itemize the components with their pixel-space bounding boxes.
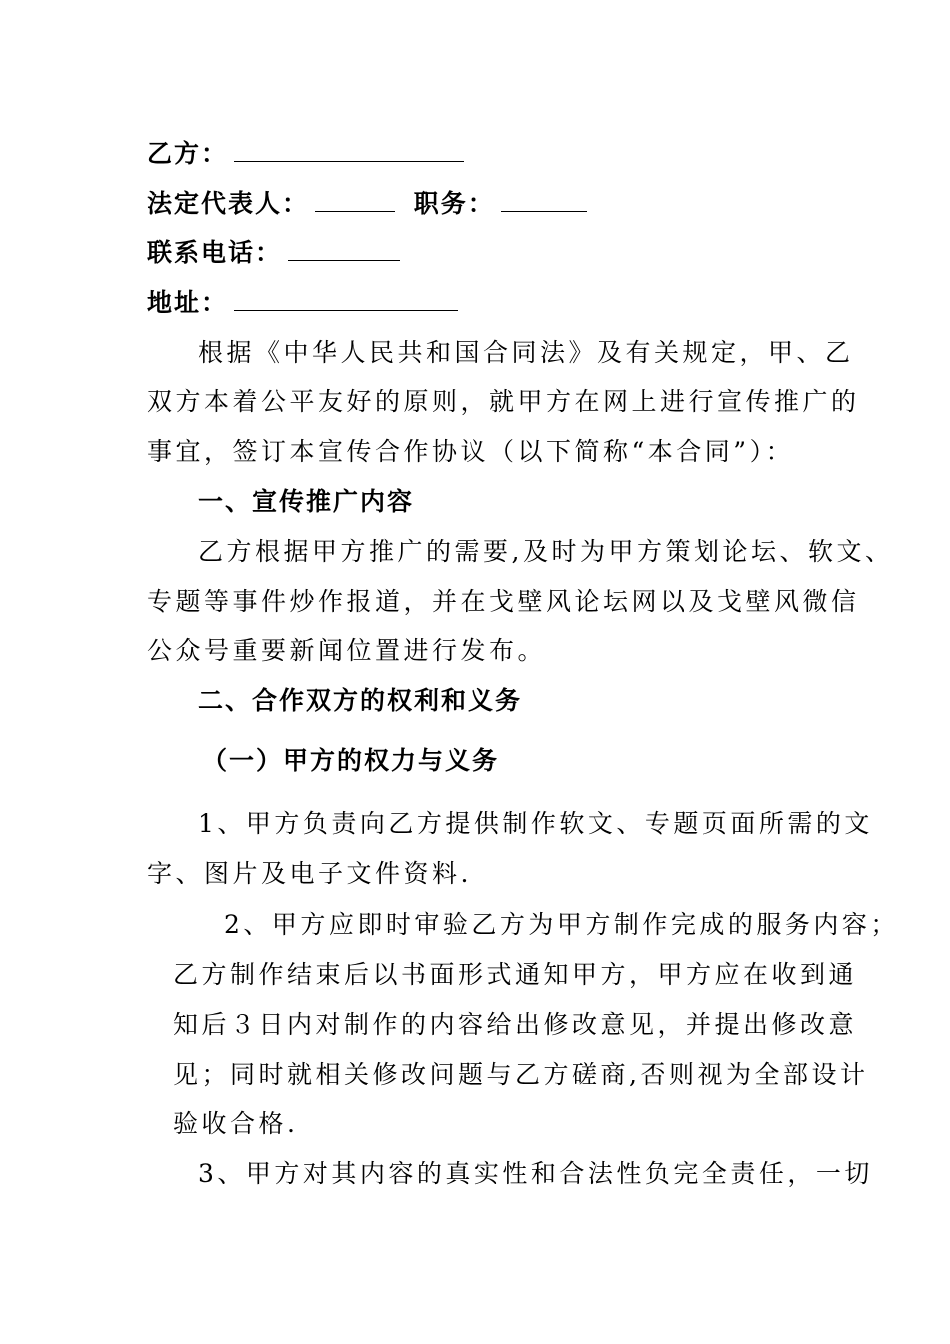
legal-rep-label: 法定代表人： — [147, 189, 310, 218]
section1-line-3: 公众号重要新闻位置进行发布。 — [147, 636, 547, 665]
item2-line-1: 2、甲方应即时审验乙方为甲方制作完成的服务内容； — [224, 910, 899, 939]
address-label: 地址： — [147, 288, 229, 317]
position-label: 职务： — [413, 189, 495, 218]
contact-blank — [288, 238, 400, 261]
item1-line-2: 字、图片及电子文件资料. — [147, 859, 472, 888]
party-b-label: 乙方： — [147, 139, 229, 168]
address-blank — [234, 288, 458, 311]
contact-row — [147, 237, 400, 269]
address-row — [147, 287, 458, 319]
intro-line-2: 双方本着公平友好的原则，就甲方在网上进行宣传推广的 — [147, 387, 860, 416]
item2-line-2: 乙方制作结束后以书面形式通知甲方，甲方应在收到通 — [173, 960, 858, 989]
legal-rep-row — [147, 188, 587, 220]
section1-heading: 一、宣传推广内容 — [198, 487, 415, 516]
section1-line-1: 乙方根据甲方推广的需要,及时为甲方策划论坛、软文、 — [198, 537, 894, 566]
section1-line-2: 专题等事件炒作报道，并在戈壁风论坛网以及戈壁风微信 — [147, 587, 860, 616]
position-blank — [501, 189, 587, 212]
item2-line-4: 见；同时就相关修改问题与乙方磋商,否则视为全部设计 — [173, 1060, 869, 1089]
section2-sub1-heading: （一）甲方的权力与义务 — [202, 746, 500, 775]
party-b-blank — [234, 139, 464, 162]
intro-line-1: 根据《中华人民共和国合同法》及有关规定，甲、乙 — [198, 338, 854, 367]
party-b-row — [147, 138, 464, 170]
contact-label: 联系电话： — [147, 238, 283, 267]
legal-rep-blank — [315, 189, 395, 212]
item2-line-3: 知后３日内对制作的内容给出修改意见，并提出修改意 — [173, 1010, 858, 1039]
item2-line-5: 验收合格. — [173, 1109, 299, 1138]
item3-line-1: 3、甲方对其内容的真实性和合法性负完全责任，一切 — [198, 1159, 873, 1188]
intro-line-3: 事宜，签订本宣传合作协议（以下简称“本合同”）： — [147, 437, 795, 466]
item1-line-1: 1、甲方负责向乙方提供制作软文、专题页面所需的文 — [198, 809, 873, 838]
section2-heading: 二、合作双方的权利和义务 — [198, 686, 523, 715]
